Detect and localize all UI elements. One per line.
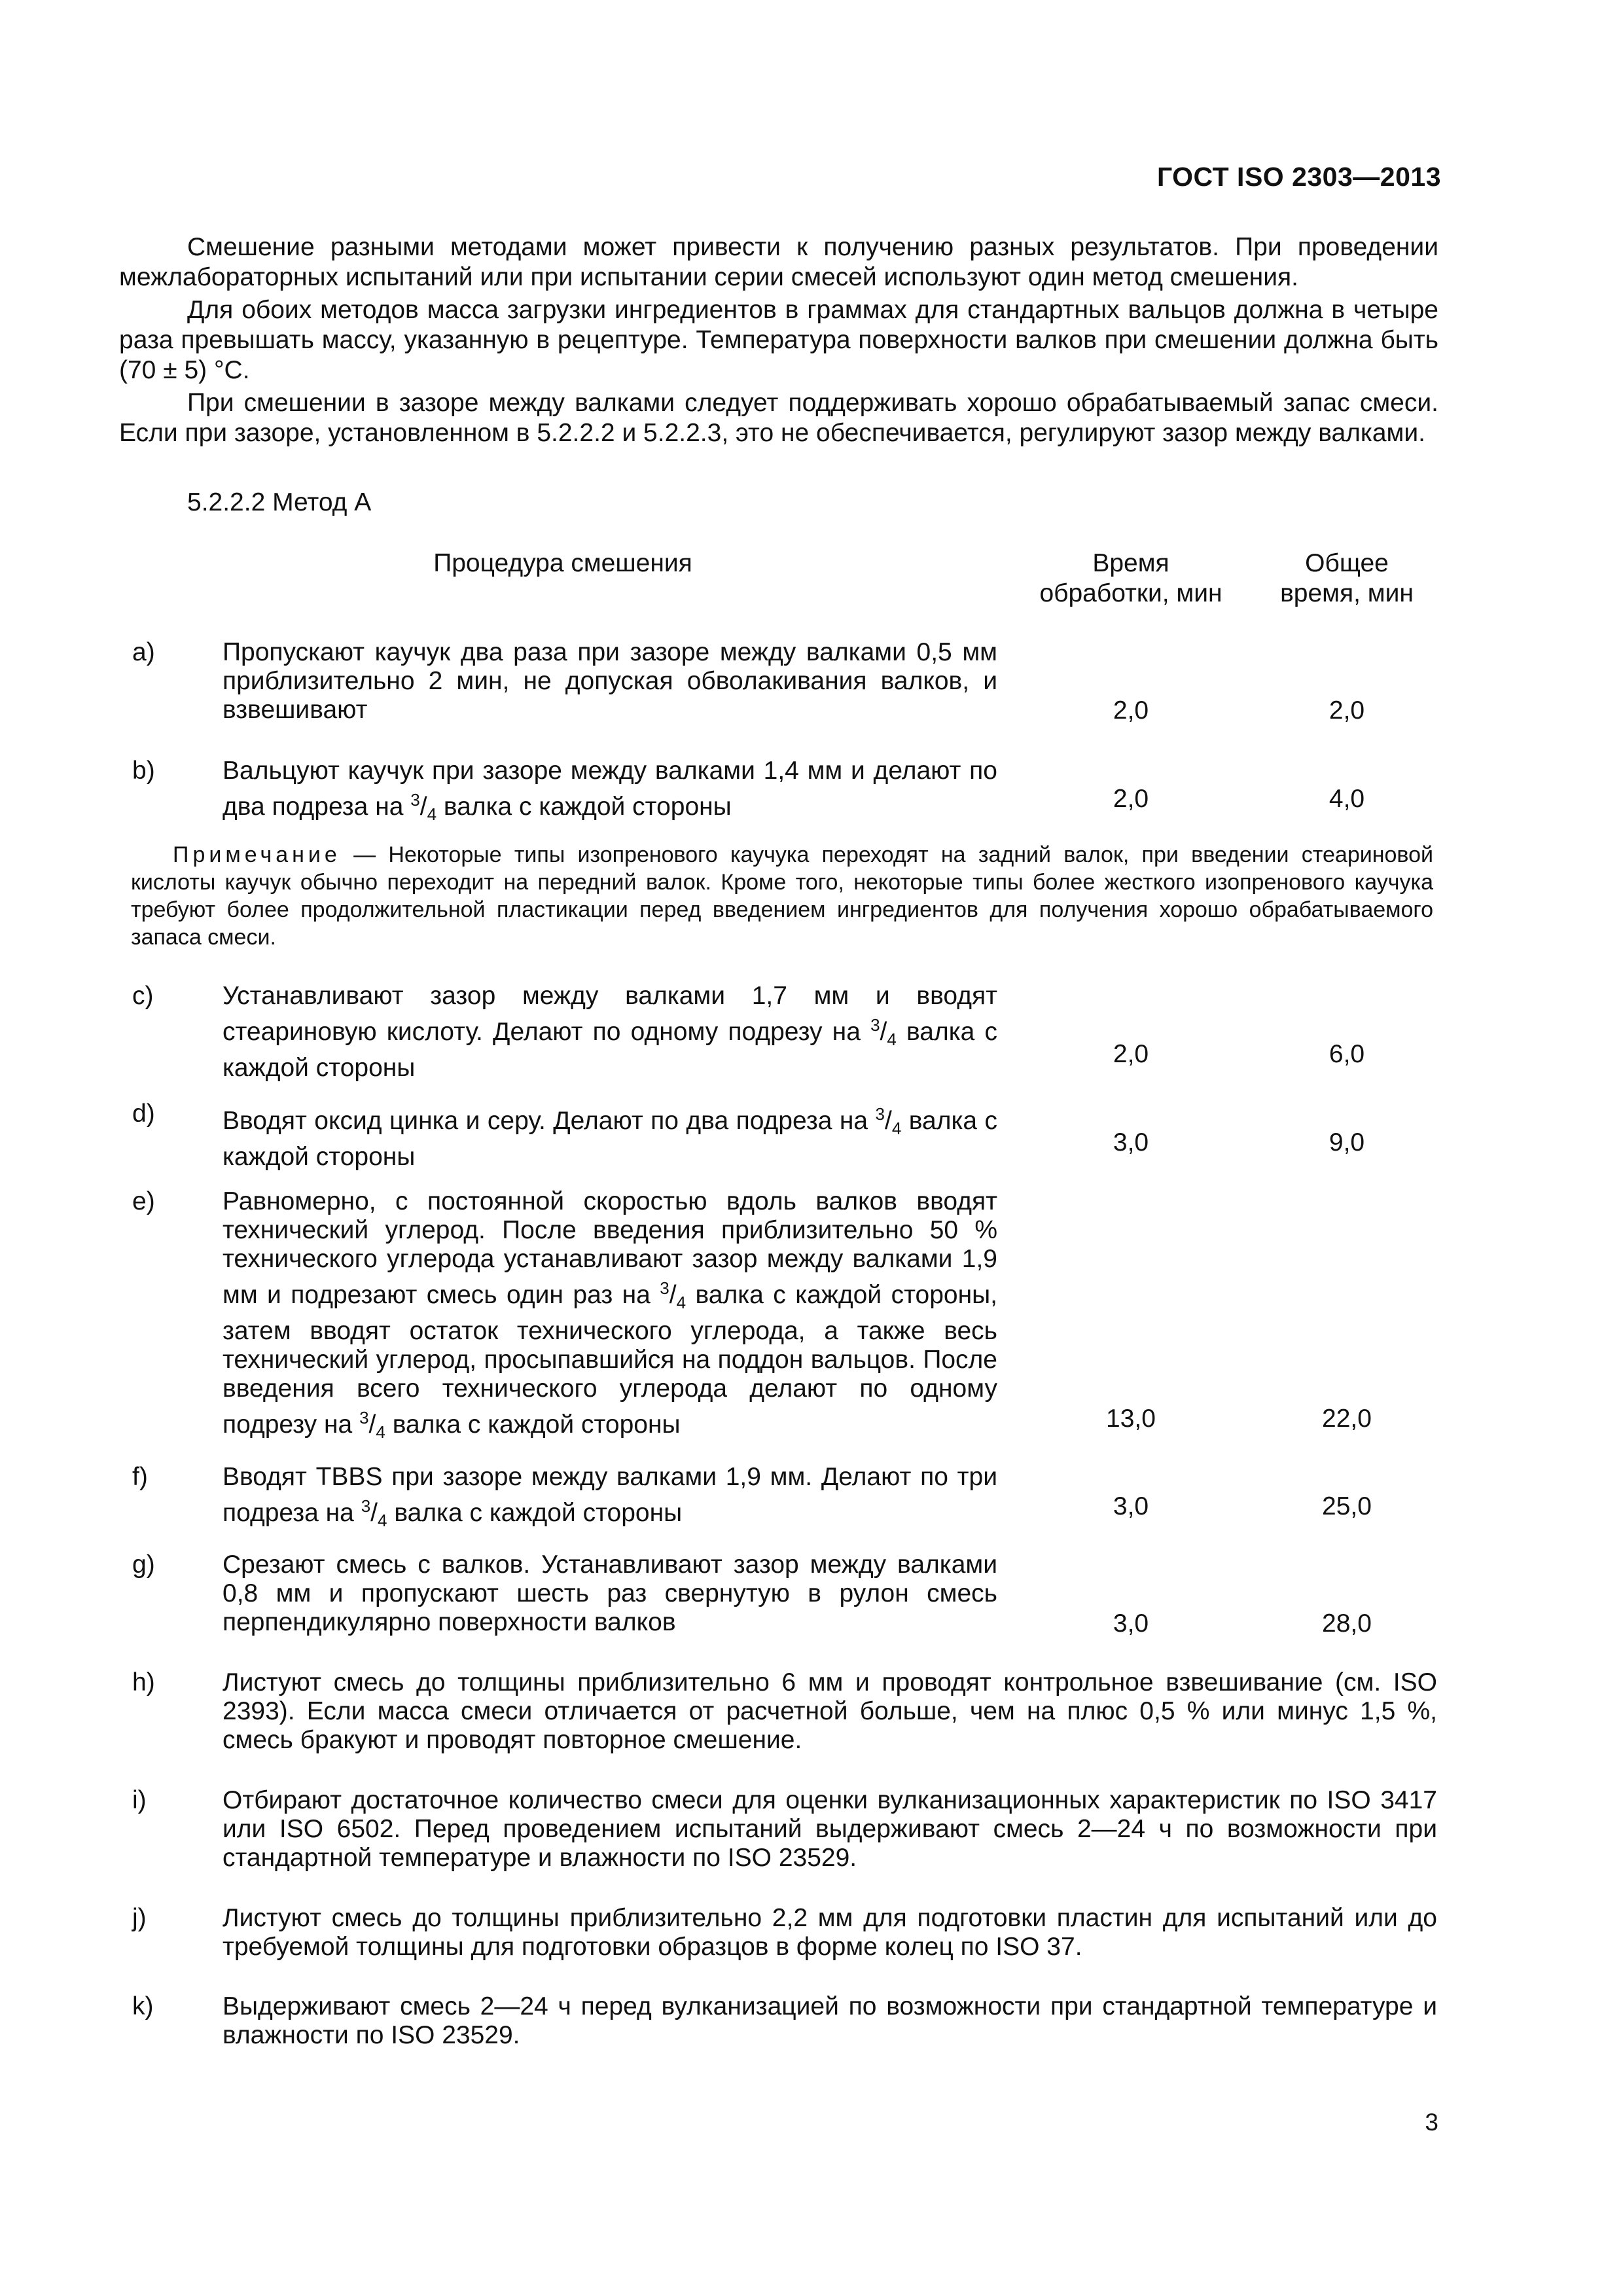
intro-paragraph-2: Для обоих методов масса загрузки ингредиентов в граммах для стандартных вальцов должна в четыре раза превышать массу, указанную в рецептуре. Температура поверхности валков при смешении должна быть (70 ± 5) °С.: [119, 296, 1438, 384]
column-header-total-time-line1: Общее: [1305, 549, 1389, 577]
step-text: Листуют смесь до толщины приблизительно 2,2 мм для подготовки пластин для испытаний или до требуемой толщины для подготовки образцов в форме колец по ISO 37.: [223, 1904, 1437, 1961]
step-processing-time: 13,0: [1106, 1405, 1156, 1433]
step-text: Срезают смесь с валков. Устанавливают зазор между валками 0,8 мм и пропускают шесть раз свернутую в рулон смесь перпендикулярно поверхности валков: [223, 1551, 997, 1636]
step-text: Вальцуют каучук при зазоре между валками 1,4 мм и делают по два подреза на $^3/_4$ валка с каждой стороны: [223, 757, 997, 824]
intro-paragraph-3: При смешении в зазоре между валками следует поддерживать хорошо обрабатываемый запас смеси. Если при зазоре, установленном в 5.2.2.2 и 5.2.2.3, это не обеспечивается, регулируют зазор между валками.: [119, 389, 1438, 447]
column-header-processing-time-line1: Время: [1092, 549, 1169, 577]
document-number: ГОСТ ISO 2303—2013: [1156, 162, 1441, 192]
step-letter: g): [132, 1551, 155, 1579]
step-letter: d): [132, 1100, 155, 1128]
column-header-total-time: [1255, 548, 1438, 609]
section-title: 5.2.2.2 Метод А: [187, 488, 372, 516]
step-text: Выдерживают смесь 2—24 ч перед вулканизацией по возможности при стандартной температуре и влажности по ISO 23529.: [223, 1992, 1437, 2049]
note-label: Примечание: [173, 842, 341, 867]
step-processing-time: 2,0: [1113, 785, 1149, 813]
step-letter: e): [132, 1187, 155, 1215]
step-text: Вводят оксид цинка и серу. Делают по два подреза на $^3/_4$ валка с каждой стороны: [223, 1104, 997, 1171]
step-text: Равномерно, с постоянной скоростью вдоль валков вводят технический углерод. После введения приблизительно 50 % технического углерода устанавливают зазор между валками 1,9 мм и подрезают смесь один раз на $^3/_4$ валка с каждой стороны, затем вводят остаток технического углерода, а также весь технический углерод, просыпавшийся на поддон вальцов. После введения всего технического углерода делают по одному подрезу на $^3/_4$ валка с каждой стороны: [223, 1187, 997, 1442]
column-header-procedure: Процедура смешения: [433, 549, 692, 577]
step-text: Вводят TBBS при зазоре между валками 1,9 мм. Делают по три подреза на $^3/_4$ валка с каждой стороны: [223, 1463, 997, 1530]
step-text: Листуют смесь до толщины приблизительно 6 мм и проводят контрольное взвешивание (см. ISO 2393). Если масса смеси отличается от расчетной больше, чем на плюс 0,5 % или минус 1,5 %, смесь бракуют и проводят повторное смешение.: [223, 1668, 1437, 1754]
step-text: Устанавливают зазор между валками 1,7 мм и вводят стеариновую кислоту. Делают по одному подрезу на $^3/_4$ валка с каждой стороны: [223, 982, 997, 1082]
step-total-time: 28,0: [1322, 1609, 1372, 1638]
column-header-processing-time: [1007, 548, 1255, 609]
step-total-time: 25,0: [1322, 1492, 1372, 1520]
step-letter: a): [132, 638, 155, 666]
step-letter: f): [132, 1463, 148, 1491]
step-letter: k): [132, 1992, 154, 2020]
step-text: Отбирают достаточное количество смеси для оценки вулканизационных характеристик по ISO 3417 или ISO 6502. Перед проведением испытаний выдерживают смесь 2—24 ч по возможности при стандартной температуре и влажности по ISO 23529.: [223, 1786, 1437, 1872]
page-number: 3: [1425, 2109, 1438, 2136]
step-total-time: 4,0: [1329, 785, 1365, 813]
step-total-time: 6,0: [1329, 1040, 1365, 1068]
step-text: Пропускают каучук два раза при зазоре между валками 0,5 мм приблизительно 2 мин, не допуская обволакивания валков, и взвешивают: [223, 638, 997, 724]
column-header-processing-time-line2: обработки, мин: [1039, 579, 1222, 607]
step-processing-time: 2,0: [1113, 1040, 1149, 1068]
table-note: [131, 841, 1433, 951]
note-text: — Некоторые типы изопренового каучука переходят на задний валок, при введении стеариновой кислоты каучук обычно переходит на передний валок. Кроме того, некоторые типы более жесткого изопренового каучука требуют более продолжительной пластикации перед введением ингредиентов для получения хорошо обрабатываемого запаса смеси.: [131, 842, 1433, 950]
step-letter: b): [132, 757, 155, 785]
step-processing-time: 3,0: [1113, 1128, 1149, 1157]
step-letter: i): [132, 1786, 147, 1814]
column-header-total-time-line2: время, мин: [1280, 579, 1414, 607]
step-processing-time: 3,0: [1113, 1492, 1149, 1520]
step-total-time: 22,0: [1322, 1405, 1372, 1433]
step-letter: h): [132, 1668, 155, 1696]
step-letter: j): [132, 1904, 147, 1932]
step-total-time: 9,0: [1329, 1128, 1365, 1157]
intro-paragraph-1: Смешение разными методами может привести к получению разных результатов. При проведении межлабораторных испытаний или при испытании серии смесей используют один метод смешения.: [119, 233, 1438, 291]
step-processing-time: 2,0: [1113, 696, 1149, 725]
step-letter: c): [132, 982, 154, 1010]
step-processing-time: 3,0: [1113, 1609, 1149, 1638]
step-total-time: 2,0: [1329, 696, 1365, 725]
